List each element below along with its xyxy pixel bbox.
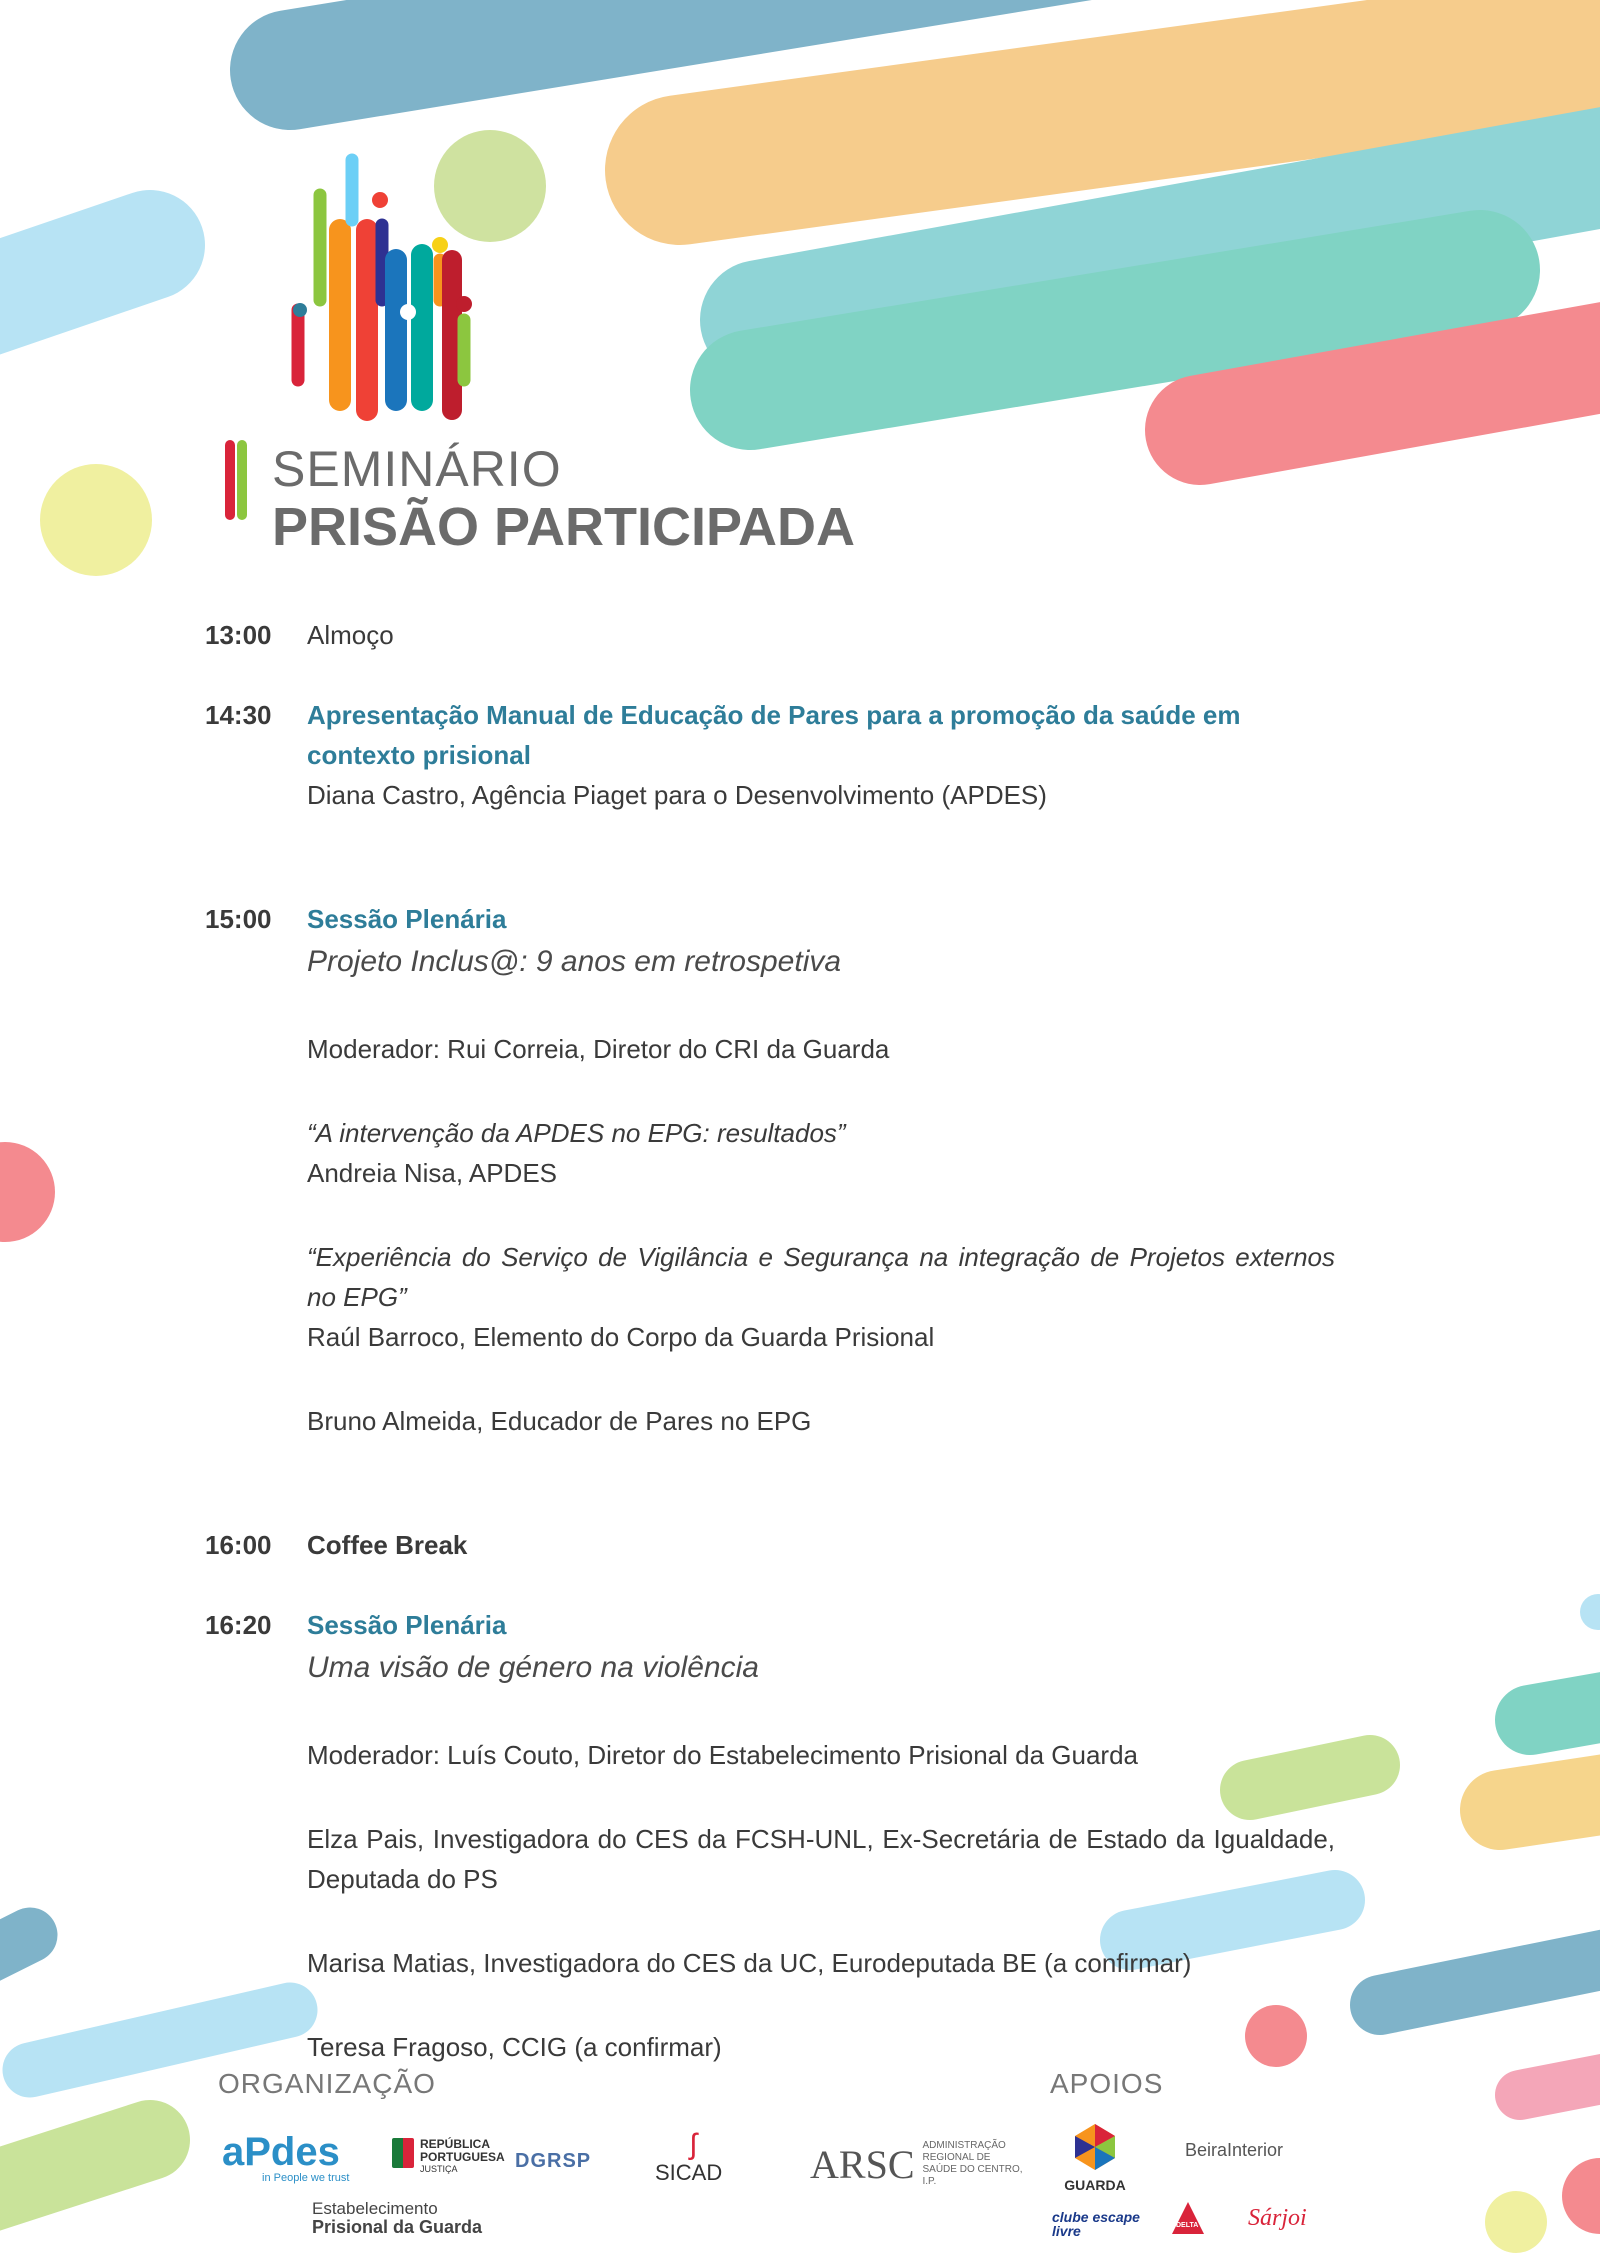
session-speaker: Marisa Matias, Investigadora do CES da UC, Eurodeputada BE (a confirmar) [307, 1948, 1192, 1978]
delta-triangle-icon [1170, 2200, 1206, 2236]
support-heading: APOIOS [1050, 2068, 1164, 2099]
seminar-title: SEMINÁRIO [272, 441, 562, 497]
session-label: Sessão Plenária [307, 1610, 507, 1640]
talk-speaker: Andreia Nisa, APDES [307, 1158, 558, 1188]
beira-interior-logo: BeiraInterior [1185, 2140, 1284, 2160]
organization-heading: ORGANIZAÇÃO [218, 2068, 436, 2099]
agenda-item-plenary-2 [205, 1605, 1335, 2067]
flag-icon [392, 2138, 414, 2168]
delta-logo: DELTA [1170, 2200, 1206, 2241]
seminar-subtitle: PRISÃO PARTICIPADA [272, 497, 856, 557]
session-moderator: Moderador: Rui Correia, Diretor do CRI da Guarda [307, 1034, 890, 1064]
talk-speaker: Raúl Barroco, Elemento do Corpo da Guarda Prisional [307, 1322, 935, 1352]
session-theme: Projeto Inclus@: 9 anos em retrospetiva [307, 945, 842, 978]
talk-speaker: Bruno Almeida, Educador de Pares no EPG [307, 1406, 812, 1436]
talk-title: “Experiência do Serviço de Vigilância e Segurança na integração de Projetos externos no EPG” [307, 1242, 1335, 1312]
agenda-title: Almoço [307, 620, 394, 650]
agenda-time: 15:00 [205, 904, 272, 934]
agenda-time: 16:00 [205, 1530, 272, 1560]
arsc-logo: ARSC ADMINISTRAÇÃO REGIONAL DE SAÚDE DO CENTRO, I.P. [810, 2140, 1023, 2187]
guarda-logo: GUARDA [1060, 2122, 1130, 2193]
agenda-item-manual [205, 695, 1335, 815]
agenda-title: Coffee Break [307, 1530, 468, 1560]
talk-title: “A intervenção da APDES no EPG: resultados” [307, 1118, 846, 1148]
agenda-title: Apresentação Manual de Educação de Pares para a promoção da saúde em contexto prisional [307, 700, 1241, 770]
agenda-item-plenary-1 [205, 899, 1335, 1441]
agenda-time: 13:00 [205, 620, 272, 650]
session-moderator: Moderador: Luís Couto, Diretor do Estabelecimento Prisional da Guarda [307, 1740, 1138, 1770]
guarda-hex-icon [1070, 2122, 1120, 2172]
sicad-mark-icon: ʃ [690, 2128, 697, 2161]
agenda-item-coffee [205, 1525, 1335, 1565]
agenda [205, 615, 1335, 2067]
clube-escape-livre-logo: clube escape livre [1052, 2209, 1140, 2239]
apdes-logo: aPdes in People we trust [222, 2130, 350, 2184]
agenda-time: 14:30 [205, 700, 272, 730]
session-speaker: Teresa Fragoso, CCIG (a confirmar) [307, 2032, 722, 2062]
sarjoi-logo: Sárjoi [1248, 2205, 1307, 2231]
agenda-speaker: Diana Castro, Agência Piaget para o Desenvolvimento (APDES) [307, 780, 1047, 810]
agenda-item-lunch [205, 615, 1335, 655]
dgrsp-logo: DGRSP [515, 2150, 592, 2172]
ep-guarda-logo: Estabelecimento Prisional da Guarda [312, 2199, 483, 2237]
agenda-time: 16:20 [205, 1610, 272, 1640]
session-label: Sessão Plenária [307, 904, 507, 934]
sicad-logo: ʃ SICAD [655, 2128, 723, 2185]
session-speaker: Elza Pais, Investigadora do CES da FCSH-UNL, Ex-Secretária de Estado da Igualdade, Deputada do PS [307, 1824, 1335, 1894]
republica-portuguesa-logo: REPÚBLICA PORTUGUESA JUSTIÇA [392, 2138, 510, 2174]
session-theme: Uma visão de género na violência [307, 1651, 759, 1684]
deco-band-lightblue [0, 245, 150, 310]
